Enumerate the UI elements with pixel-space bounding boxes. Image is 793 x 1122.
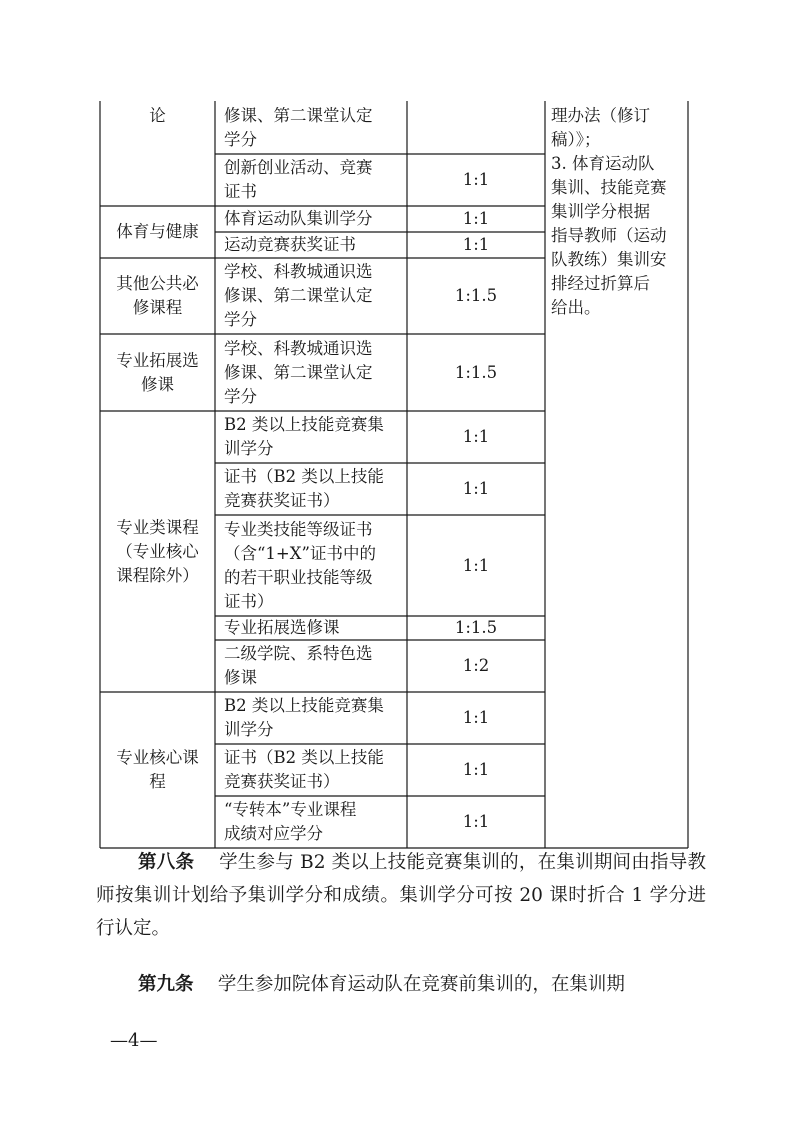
source-cell: [215, 101, 407, 154]
category-label-line: 程: [149, 772, 166, 791]
source-line: 成绩对应学分: [224, 824, 323, 843]
source-cell: [215, 744, 407, 796]
note-line: 集训、技能竞赛: [551, 178, 667, 197]
source-line: 证书: [224, 182, 257, 201]
ratio-value: 1:1.5: [454, 286, 498, 305]
note-line: 3. 体育运动队: [551, 154, 655, 173]
source-cell: [215, 232, 407, 258]
source-cell: [215, 640, 407, 692]
category-label-line: 修课: [141, 374, 174, 394]
source-cell: [215, 463, 407, 515]
article-text: 学生参与 B2 类以上技能竞赛集训的，在集训期间由指导教师按集训计划给予集训学分和成绩。集训学分可按 20 课时折合 1 学分进行认定。: [96, 852, 706, 939]
source-line: 学分: [224, 129, 257, 149]
source-line: 训学分: [224, 439, 274, 458]
category-cell-other-public: [100, 258, 215, 334]
article-label: 第九条: [138, 974, 194, 995]
source-line: 证书（B2 类以上技能: [224, 467, 384, 486]
source-cell: [215, 154, 407, 206]
source-line: 竞赛获奖证书）: [224, 491, 340, 510]
source-line: 证书）: [224, 591, 274, 611]
source-cell: [215, 616, 407, 640]
ratio-cell: [407, 515, 545, 616]
note-line: 排经过折算后: [551, 274, 650, 293]
category-label-line: 专业拓展选: [116, 350, 199, 370]
category-label-line: （专业核心: [116, 541, 199, 561]
article-8: [96, 846, 706, 945]
source-line: 修课、第二课堂认定: [224, 286, 373, 305]
ratio-cell: [407, 463, 545, 515]
source-line: 修课、第二课堂认定: [224, 105, 373, 125]
source-cell: [215, 515, 407, 616]
notes-cell: [545, 104, 688, 320]
source-line: 专业拓展选修课: [224, 618, 340, 637]
source-cell: [215, 258, 407, 334]
category-cell-pe: [100, 206, 215, 258]
category-label-line: 课程除外）: [116, 565, 199, 585]
note-line: 指导教师（运动: [551, 226, 667, 245]
ratio-cell: [407, 796, 545, 848]
source-line: 的若干职业技能等级: [224, 567, 373, 587]
source-line: 运动竞赛获奖证书: [224, 235, 356, 254]
category-label-line: 专业核心课: [116, 748, 199, 767]
note-line: 稿）》；: [551, 130, 601, 149]
category-label-line: 修课程: [132, 298, 183, 317]
category-label: 论: [149, 106, 166, 125]
note-line: 理办法（修订: [551, 106, 650, 125]
category-cell-major-courses: [100, 411, 215, 692]
ratio-cell: [407, 411, 545, 463]
source-line: 学分: [224, 386, 257, 406]
source-line: 训学分: [224, 720, 274, 739]
source-line: 竞赛获奖证书）: [224, 772, 340, 791]
ratio-value: 1:2: [462, 656, 490, 675]
ratio-cell: [407, 334, 545, 411]
category-cell-major-elective: [100, 334, 215, 411]
ratio-value: 1:1: [462, 170, 490, 189]
ratio-value: 1:1.5: [454, 618, 498, 637]
source-line: （含“1+X”证书中的: [224, 543, 376, 563]
source-line: 二级学院、系特色选: [224, 644, 373, 663]
ratio-value: 1:1: [462, 235, 490, 254]
ratio-cell: [407, 744, 545, 796]
source-line: 学校、科教城通识选: [224, 262, 373, 281]
article-label: 第八条: [138, 852, 195, 873]
ratio-value: 1:1.5: [454, 362, 498, 382]
source-line: 创新创业活动、竞赛: [224, 158, 373, 177]
category-cell-core-courses: [100, 692, 215, 848]
source-line: 体育运动队集训学分: [224, 209, 373, 228]
note-line: 集训学分根据: [551, 202, 650, 221]
source-line: B2 类以上技能竞赛集: [224, 696, 384, 715]
ratio-cell: [407, 232, 545, 258]
ratio-value: 1:1: [462, 209, 490, 228]
article-text: 学生参加院体育运动队在竞赛前集训的，在集训期: [217, 974, 625, 995]
note-line: 队教练）集训安: [551, 250, 667, 269]
category-label-line: 其他公共必: [116, 274, 199, 293]
ratio-cell: [407, 154, 545, 206]
ratio-value: 1:1: [462, 555, 490, 575]
source-line: 学分: [224, 310, 257, 329]
source-cell: [215, 334, 407, 411]
ratio-cell: [407, 258, 545, 334]
ratio-value: 1:1: [462, 760, 490, 779]
source-line: B2 类以上技能竞赛集: [224, 415, 384, 434]
source-cell: [215, 206, 407, 232]
source-line: 学校、科教城通识选: [224, 338, 373, 358]
source-cell: [215, 796, 407, 848]
category-label: 体育与健康: [116, 222, 199, 241]
source-cell: [215, 692, 407, 744]
source-line: 修课、第二课堂认定: [224, 362, 373, 382]
source-cell: [215, 411, 407, 463]
source-line: 专业类技能等级证书: [224, 519, 373, 539]
source-line: “专转本”专业课程: [224, 800, 357, 819]
ratio-value: 1:1: [462, 708, 490, 727]
ratio-cell: [407, 206, 545, 232]
ratio-cell: [407, 640, 545, 692]
article-9: [96, 968, 706, 1001]
category-label-line: 专业类课程: [116, 517, 199, 537]
category-cell-theory: [100, 101, 215, 131]
ratio-value: 1:1: [462, 427, 490, 446]
source-line: 修课: [224, 668, 257, 687]
ratio-value: 1:1: [462, 812, 490, 831]
ratio-cell: [407, 616, 545, 640]
source-line: 证书（B2 类以上技能: [224, 748, 384, 767]
ratio-value: 1:1: [462, 479, 490, 498]
page-number: —4—: [110, 1030, 158, 1051]
ratio-cell: [407, 692, 545, 744]
note-line: 给出。: [551, 298, 601, 317]
